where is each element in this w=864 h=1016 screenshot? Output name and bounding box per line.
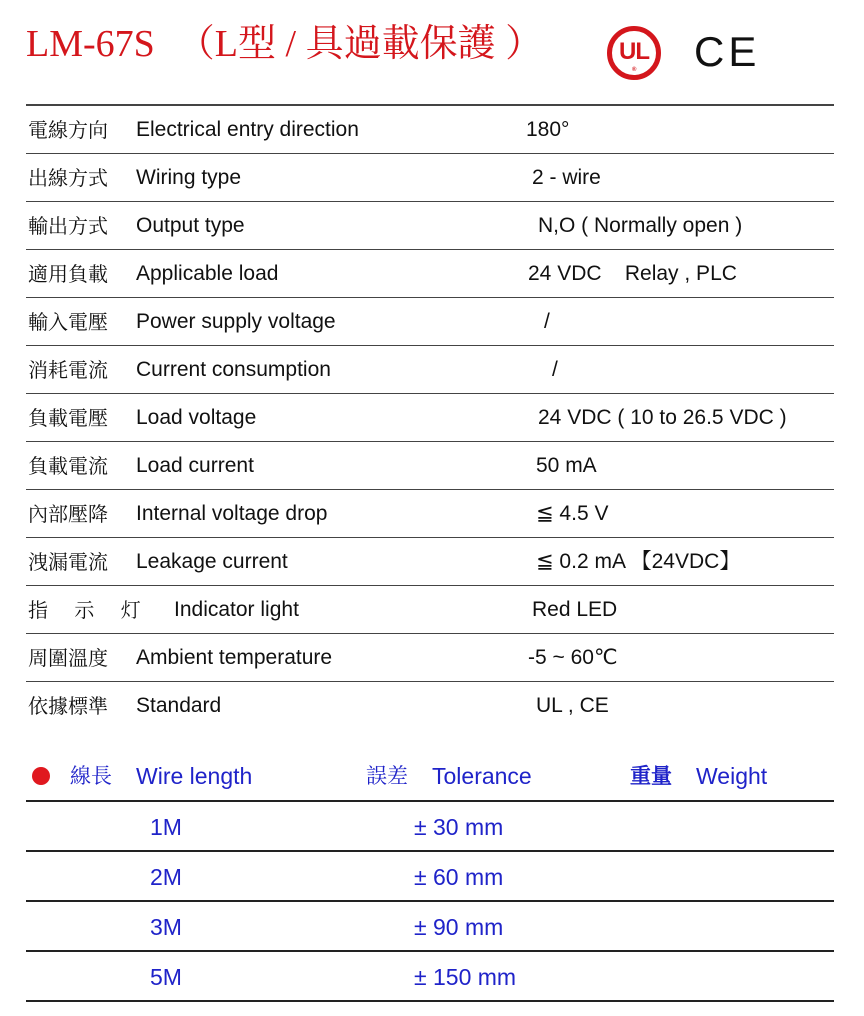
spec-row <box>26 202 834 250</box>
wire-row <box>26 952 834 1002</box>
model-subtitle: （L型 / 具過載保護 ） <box>176 23 544 65</box>
wire-length-value: 1M <box>150 814 182 840</box>
spec-label-zh: 周圍溫度 <box>28 646 108 670</box>
spec-value: 24 VDC Relay , PLC <box>528 262 737 285</box>
spec-label-zh: 依據標準 <box>28 694 108 718</box>
spec-label-zh: 出線方式 <box>28 166 108 190</box>
spec-label-en: Load voltage <box>136 406 257 429</box>
wire-row <box>26 852 834 902</box>
spec-label-en: Wiring type <box>136 166 242 189</box>
spec-row <box>26 490 834 538</box>
wire-length-value: 2M <box>150 864 182 890</box>
spec-row <box>26 586 834 634</box>
spec-label-zh: 指 示 灯 <box>28 598 151 622</box>
spec-label-zh: 電線方向 <box>28 118 108 142</box>
spec-label-zh: 洩漏電流 <box>28 550 108 574</box>
wire-table-header <box>26 752 834 800</box>
wire-length-header-zh: 線長 <box>70 764 112 788</box>
spec-label-zh: 消耗電流 <box>28 358 108 382</box>
spec-row <box>26 346 834 394</box>
tolerance-header-zh: 誤差 <box>366 764 408 788</box>
wire-row <box>26 802 834 852</box>
spec-row <box>26 442 834 490</box>
tolerance-value: ± 30 mm <box>414 814 504 840</box>
wire-length-table <box>26 800 834 1002</box>
spec-label-zh: 輸入電壓 <box>28 310 108 334</box>
spec-label-zh: 內部壓降 <box>28 502 108 526</box>
spec-value: / <box>552 358 558 381</box>
spec-row <box>26 682 834 730</box>
spec-label-en: Power supply voltage <box>136 310 336 333</box>
spec-value: ≦ 4.5 V <box>536 502 609 525</box>
tolerance-header-en: Tolerance <box>432 763 532 789</box>
page-title <box>26 14 543 74</box>
spec-row <box>26 106 834 154</box>
spec-label-en: Current consumption <box>136 358 331 381</box>
spec-value: N,O ( Normally open ) <box>538 214 743 237</box>
spec-value: 24 VDC ( 10 to 26.5 VDC ) <box>538 406 787 429</box>
spec-label-en: Internal voltage drop <box>136 502 328 525</box>
ul-certification-logo <box>607 26 661 80</box>
spec-value: UL , CE <box>536 694 609 717</box>
spec-value: -5 ~ 60℃ <box>528 646 618 669</box>
spec-label-en: Applicable load <box>136 262 279 285</box>
spec-label-en: Indicator light <box>174 598 299 621</box>
spec-label-en: Ambient temperature <box>136 646 333 669</box>
spec-value: Red LED <box>532 598 618 621</box>
wire-length-value: 3M <box>150 914 182 940</box>
wire-row <box>26 902 834 952</box>
model-name: LM-67S <box>26 23 155 65</box>
wire-length-header-en: Wire length <box>136 763 253 789</box>
spec-label-zh: 輸出方式 <box>28 214 108 238</box>
weight-header-en: Weight <box>696 763 768 789</box>
spec-row <box>26 394 834 442</box>
spec-value: 50 mA <box>536 454 597 477</box>
spec-row <box>26 250 834 298</box>
red-bullet-icon <box>32 767 50 785</box>
spec-row <box>26 634 834 682</box>
weight-header-zh: 重量 <box>630 764 672 788</box>
spec-label-zh: 負載電壓 <box>28 406 108 430</box>
registered-mark-icon: ® <box>632 67 637 73</box>
spec-label-en: Standard <box>136 694 222 717</box>
spec-label-en: Leakage current <box>136 550 288 573</box>
spec-row <box>26 154 834 202</box>
spec-label-en: Electrical entry direction <box>136 118 359 141</box>
tolerance-value: ± 60 mm <box>414 864 504 890</box>
tolerance-value: ± 150 mm <box>414 964 517 990</box>
spec-label-zh: 適用負載 <box>28 262 108 286</box>
ul-logo-text: UL <box>619 38 649 65</box>
spec-label-en: Load current <box>136 454 254 477</box>
specifications-table <box>26 104 834 730</box>
wire-length-value: 5M <box>150 964 182 990</box>
spec-value: / <box>544 310 550 333</box>
spec-value: ≦ 0.2 mA 【24VDC】 <box>536 550 741 573</box>
spec-row <box>26 298 834 346</box>
spec-value: 180° <box>526 118 570 141</box>
ce-certification-logo: CE <box>694 28 761 75</box>
spec-value: 2 - wire <box>532 166 601 189</box>
tolerance-value: ± 90 mm <box>414 914 504 940</box>
spec-label-zh: 負載電流 <box>28 454 108 478</box>
spec-row <box>26 538 834 586</box>
spec-label-en: Output type <box>136 214 245 237</box>
